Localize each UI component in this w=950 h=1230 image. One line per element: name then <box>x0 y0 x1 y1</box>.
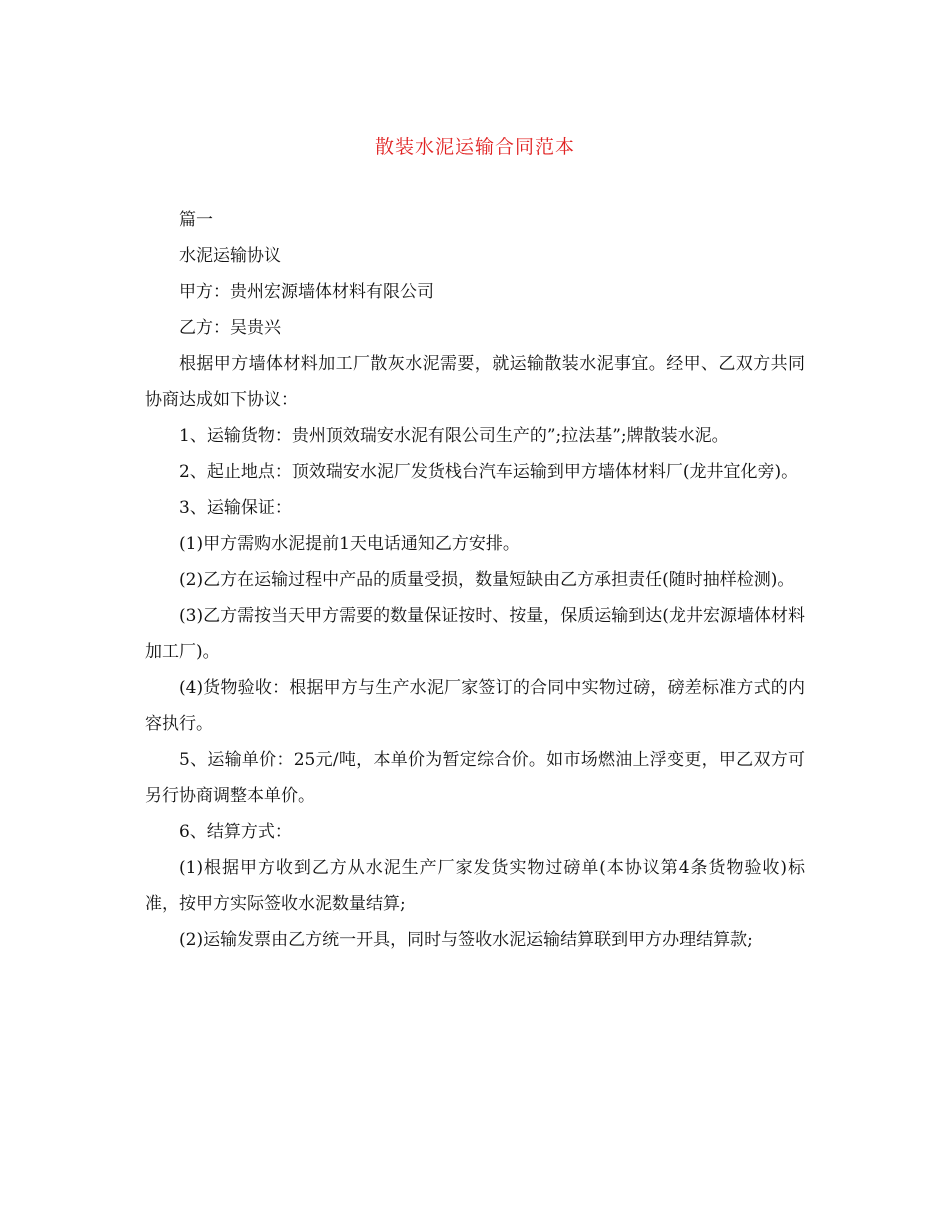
clause-5: 5、运输单价：25元/吨，本单价为暂定综合价。如市场燃油上浮变更，甲乙双方可另行协商调整本单价。 <box>145 750 805 806</box>
clause-6-item-2: (2)运输发票由乙方统一开具，同时与签收水泥运输结算联到甲方办理结算款; <box>179 930 753 950</box>
clause-6: 6、结算方式： <box>179 822 292 842</box>
clause-3-item-2: (2)乙方在运输过程中产品的质量受损，数量短缺由乙方承担责任(随时抽样检测)。 <box>179 570 795 590</box>
party-b: 乙方：吴贵兴 <box>179 318 281 338</box>
agreement-name: 水泥运输协议 <box>179 246 281 266</box>
clause-1: 1、运输货物：贵州顶效瑞安水泥有限公司生产的”;拉法基”;牌散装水泥。 <box>179 426 729 446</box>
document-title: 散装水泥运输合同范本 <box>374 136 575 158</box>
preamble-paragraph: 根据甲方墙体材料加工厂散灰水泥需要，就运输散装水泥事宜。经甲、乙双方共同协商达成如下协议： <box>145 354 805 410</box>
clause-3-item-1: (1)甲方需购水泥提前1天电话通知乙方安排。 <box>179 534 520 554</box>
clause-3-item-4: (4)货物验收：根据甲方与生产水泥厂家签订的合同中实物过磅，磅差标准方式的内容执行。 <box>145 678 805 734</box>
party-a: 甲方：贵州宏源墙体材料有限公司 <box>179 282 434 302</box>
clause-3-item-3: (3)乙方需按当天甲方需要的数量保证按时、按量，保质运输到达(龙井宏源墙体材料加工厂)。 <box>145 606 805 662</box>
section-heading: 篇一 <box>179 210 213 230</box>
clause-6-item-1: (1)根据甲方收到乙方从水泥生产厂家发货实物过磅单(本协议第4条货物验收)标准，按甲方实际签收水泥数量结算; <box>145 858 805 914</box>
clause-2: 2、起止地点：顶效瑞安水泥厂发货栈台汽车运输到甲方墙体材料厂(龙井宜化旁)。 <box>179 462 799 482</box>
clause-3: 3、运输保证： <box>179 498 292 518</box>
document-body <box>145 202 805 958</box>
